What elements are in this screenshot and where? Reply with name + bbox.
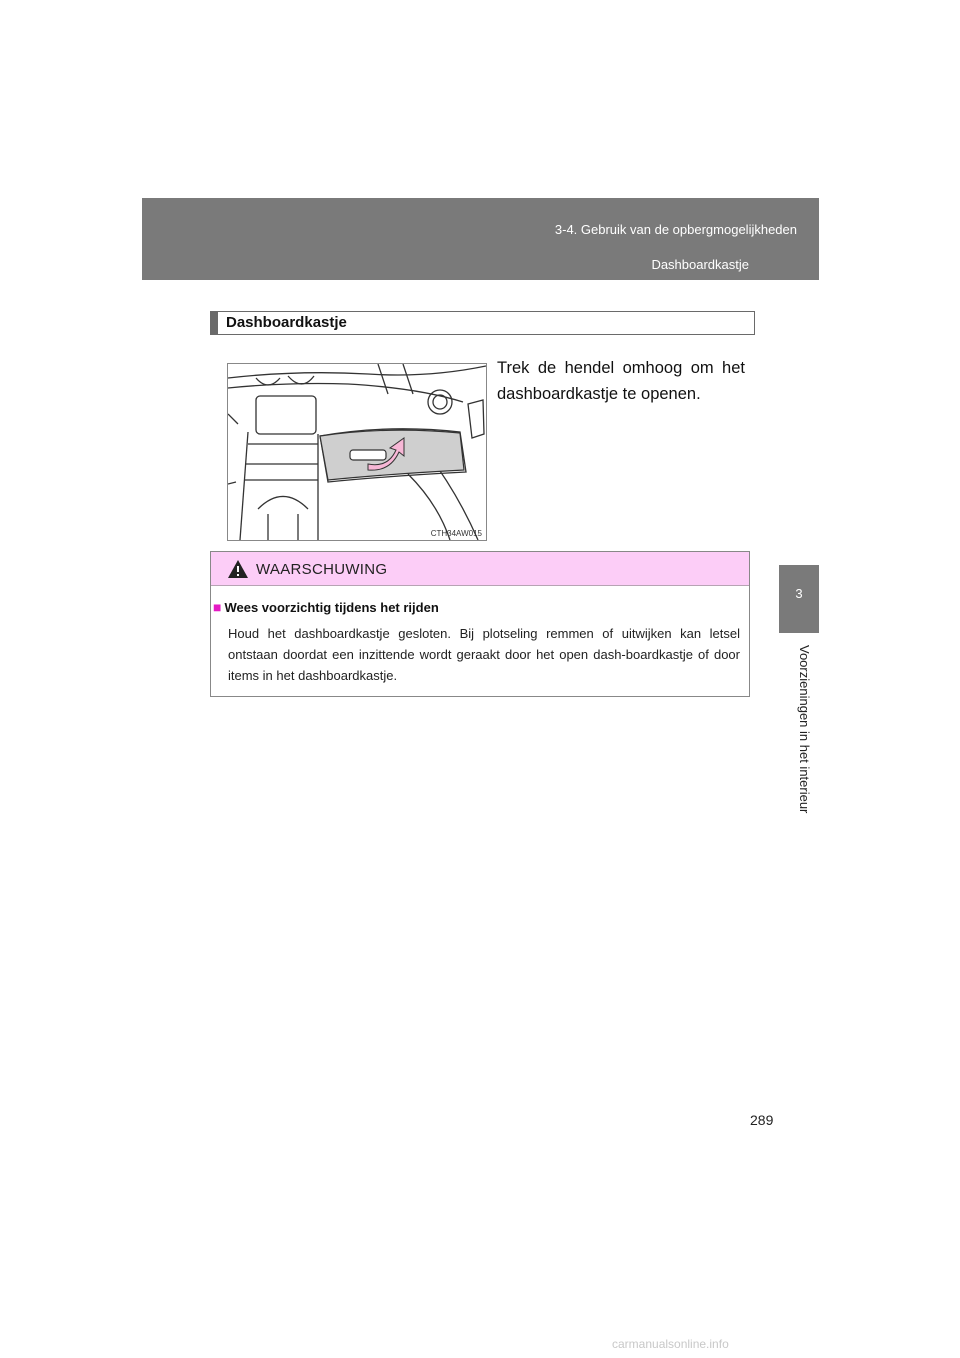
section-title: 3-4. Gebruik van de opbergmogelijkheden (554, 222, 797, 237)
warning-header (211, 552, 749, 586)
warning-subheading (213, 599, 439, 615)
warning-title: WAARSCHUWING (256, 561, 388, 578)
chapter-number: 3 (795, 586, 803, 601)
header-band (142, 198, 819, 280)
glovebox-illustration (227, 363, 487, 541)
instruction-text: Trek de hendel omhoog om het dashboardkastje te openen. (497, 359, 745, 403)
warning-box (210, 551, 750, 697)
warning-triangle-icon (227, 559, 249, 584)
bullet-icon: ■ (213, 599, 222, 615)
dashboard-drawing (228, 364, 486, 540)
illustration-code: CTH34AW015 (430, 529, 482, 538)
warning-subheading-text: Wees voorzichtig tijdens het rijden (224, 600, 439, 615)
page-number: 289 (750, 1112, 774, 1128)
watermark: carmanualsonline.info (612, 1337, 729, 1351)
warning-body: Houd het dashboardkastje gesloten. Bij plotseling remmen of uitwijken kan letsel ontstaan doordat een inzittende wordt geraakt door het open dash-boardkastje of door items in het dashboardkastje. (228, 626, 740, 683)
subsection-title: Dashboardkastje (651, 257, 749, 272)
chapter-title: Voorzieningen in het interieur (797, 645, 812, 814)
chapter-tab (779, 565, 819, 633)
section-heading-text: Dashboardkastje (226, 314, 347, 331)
section-heading (210, 311, 755, 335)
